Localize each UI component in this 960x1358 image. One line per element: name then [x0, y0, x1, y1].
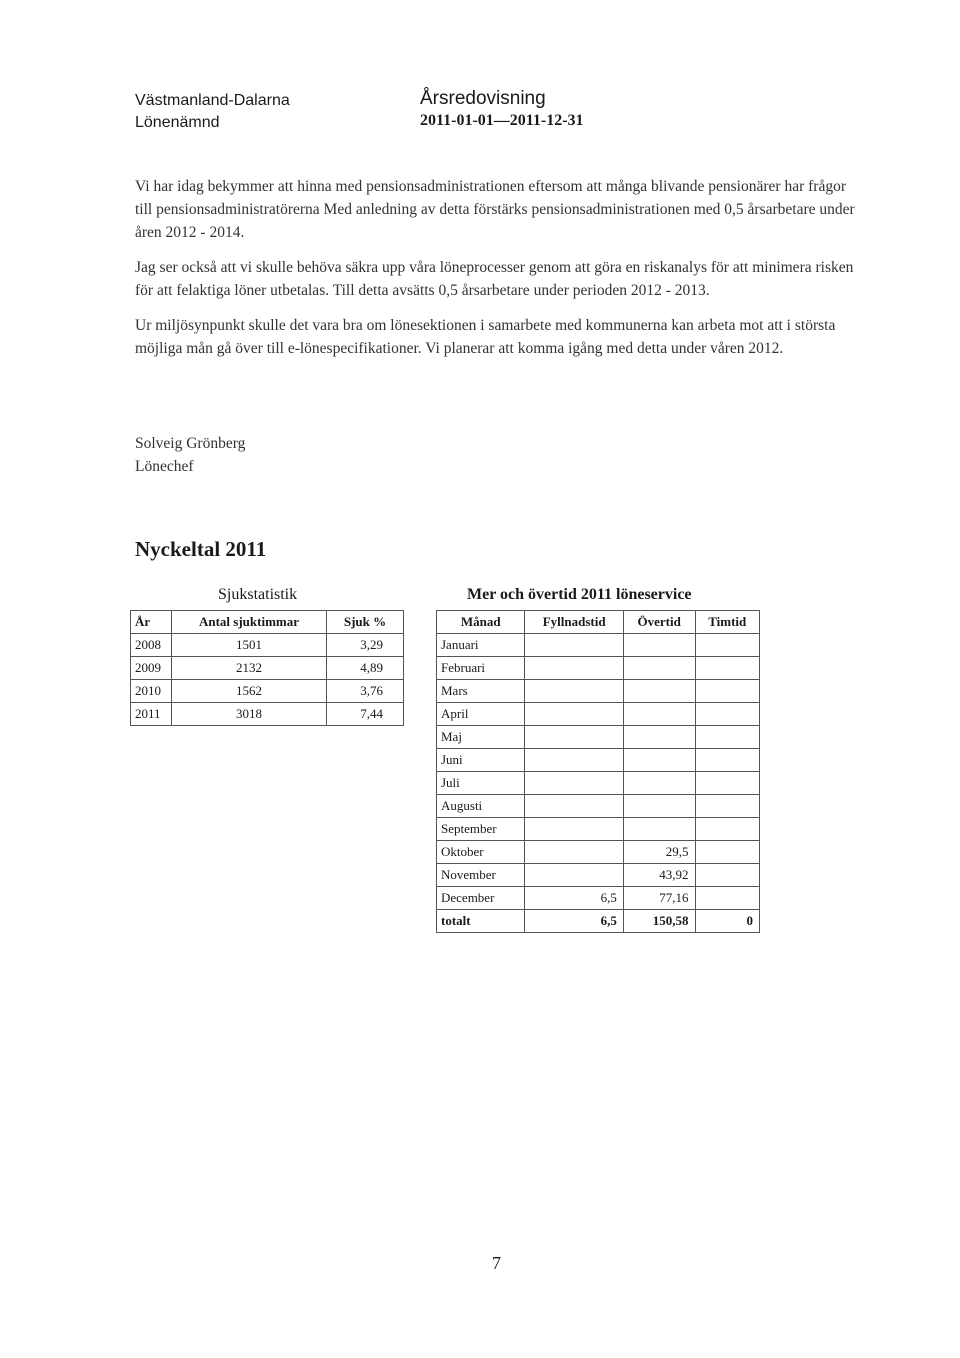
table-cell: [695, 703, 759, 726]
table-cell: 3018: [172, 703, 327, 726]
table-cell: Mars: [437, 680, 525, 703]
table-cell: [525, 818, 623, 841]
table-row: [131, 680, 404, 703]
paragraph: Vi har idag bekymmer att hinna med pensionsadministrationen eftersom att många blivande pensionärer har frågor till pensionsadministratörerna Med anledning av detta förstärks pensionsadministrationen med 0,5 årsarbetare under åren 2012 - 2014.: [135, 178, 855, 241]
table-cell: 2011: [131, 703, 172, 726]
column-header: Timtid: [695, 611, 759, 634]
table-cell: [525, 703, 623, 726]
table-cell: [695, 680, 759, 703]
column-header: Fyllnadstid: [525, 611, 623, 634]
table-cell: Januari: [437, 634, 525, 657]
table-cell: 6,5: [525, 887, 623, 910]
page-number: 7: [492, 1253, 501, 1273]
table-row: [437, 841, 760, 864]
table-row: [437, 772, 760, 795]
table-cell: [623, 772, 695, 795]
table-cell: [695, 726, 759, 749]
table-cell: 0: [695, 910, 759, 933]
table-cell: [695, 772, 759, 795]
table-cell: 77,16: [623, 887, 695, 910]
report-period: 2011-01-01—2011-12-31: [420, 112, 584, 129]
table-header-row: [437, 611, 760, 634]
paragraph: Jag ser också att vi skulle behöva säkra upp våra löneprocesser genom att göra en riskanalys för att minimera risken för att felaktiga löner utbetalas. Till detta avsätts 0,5 årsarbetare under perioden 2012 - 2013.: [135, 259, 854, 299]
table-row: [437, 818, 760, 841]
paragraph: Ur miljösynpunkt skulle det vara bra om lönesektionen i samarbete med kommunerna kan arbeta mot att i största möjliga mån gå över till e-lönespecifikationer. Vi planerar att komma igång med detta under våren 2012.: [135, 317, 836, 357]
table-cell: Juli: [437, 772, 525, 795]
section-title: Nyckeltal 2011: [135, 537, 267, 561]
overtime-table: [436, 610, 760, 933]
table-cell: [623, 703, 695, 726]
table-cell: 2132: [172, 657, 327, 680]
table-cell: [695, 795, 759, 818]
table-cell: [623, 634, 695, 657]
column-header: Antal sjuktimmar: [172, 611, 327, 634]
table-cell: April: [437, 703, 525, 726]
signature-name: Solveig Grönberg: [135, 435, 246, 452]
table-row: [437, 657, 760, 680]
table-cell: 2010: [131, 680, 172, 703]
table-row: [131, 634, 404, 657]
table-cell: [623, 749, 695, 772]
table-cell: [695, 818, 759, 841]
sick-table-caption: Sjukstatistik: [218, 586, 298, 603]
body-text: [135, 175, 865, 372]
table-cell: [525, 726, 623, 749]
table-cell: 7,44: [327, 703, 404, 726]
table-cell: December: [437, 887, 525, 910]
table-cell: [623, 795, 695, 818]
table-row: [437, 749, 760, 772]
table-cell: [695, 841, 759, 864]
table-row: [437, 634, 760, 657]
table-cell: [525, 657, 623, 680]
table-cell: 3,29: [327, 634, 404, 657]
table-cell: November: [437, 864, 525, 887]
table-cell: Oktober: [437, 841, 525, 864]
table-cell: 1501: [172, 634, 327, 657]
table-cell: 150,58: [623, 910, 695, 933]
sick-statistics-table: [130, 610, 404, 726]
total-row: [437, 910, 760, 933]
overtime-table-caption: Mer och övertid 2011 löneservice: [467, 586, 692, 603]
table-cell: Februari: [437, 657, 525, 680]
table-cell: [525, 864, 623, 887]
table-cell: 4,89: [327, 657, 404, 680]
table-cell: [623, 726, 695, 749]
table-cell: [695, 887, 759, 910]
table-cell: 2009: [131, 657, 172, 680]
table-cell: [695, 634, 759, 657]
table-cell: [623, 657, 695, 680]
table-cell: [695, 864, 759, 887]
report-title: Årsredovisning: [420, 88, 546, 109]
table-row: [437, 887, 760, 910]
header-report: [420, 88, 584, 132]
table-cell: [525, 841, 623, 864]
table-cell: [525, 634, 623, 657]
signature: [135, 432, 245, 478]
table-cell: [525, 772, 623, 795]
table-cell: totalt: [437, 910, 525, 933]
table-cell: [695, 749, 759, 772]
column-header: År: [131, 611, 172, 634]
table-cell: 29,5: [623, 841, 695, 864]
table-cell: Juni: [437, 749, 525, 772]
overtime-table-body: [437, 634, 760, 933]
table-row: [437, 795, 760, 818]
table-cell: [623, 818, 695, 841]
table-header-row: [131, 611, 404, 634]
table-row: [131, 657, 404, 680]
table-cell: Augusti: [437, 795, 525, 818]
table-cell: 2008: [131, 634, 172, 657]
table-cell: [525, 680, 623, 703]
table-row: [131, 703, 404, 726]
column-header: Övertid: [623, 611, 695, 634]
org-unit: Lönenämnd: [135, 114, 220, 131]
table-cell: September: [437, 818, 525, 841]
org-name: Västmanland-Dalarna: [135, 92, 290, 109]
signature-role: Lönechef: [135, 458, 194, 475]
table-cell: [525, 795, 623, 818]
table-row: [437, 703, 760, 726]
table-cell: Maj: [437, 726, 525, 749]
table-cell: 6,5: [525, 910, 623, 933]
table-row: [437, 726, 760, 749]
table-cell: [623, 680, 695, 703]
table-cell: 3,76: [327, 680, 404, 703]
table-cell: [525, 749, 623, 772]
header-organization: [135, 90, 290, 134]
table-row: [437, 680, 760, 703]
table-cell: [695, 657, 759, 680]
table-cell: 43,92: [623, 864, 695, 887]
table-row: [437, 864, 760, 887]
table-cell: 1562: [172, 680, 327, 703]
column-header: Sjuk %: [327, 611, 404, 634]
column-header: Månad: [437, 611, 525, 634]
